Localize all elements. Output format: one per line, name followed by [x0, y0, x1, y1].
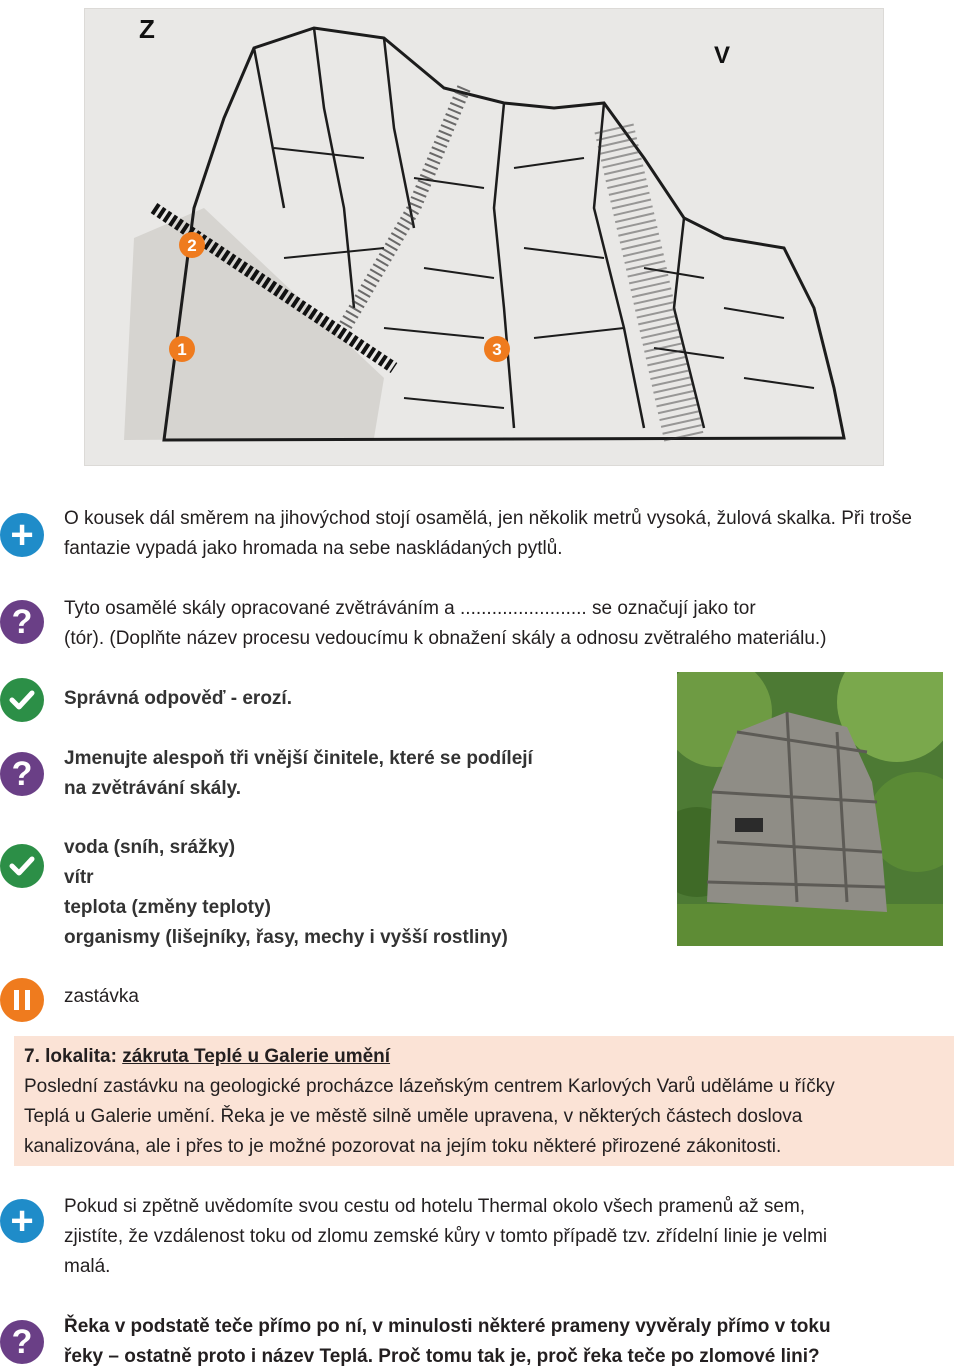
svg-text:2: 2	[187, 236, 197, 255]
vein-band-1	[344, 88, 464, 328]
final-question-line: řeky – ostatně proto i název Teplá. Proč tomu tak je, proč řeka teče po zlomové lini?	[64, 1346, 820, 1367]
answer-2-item: organismy (lišejníky, řasy, mechy i vyšší rostliny)	[64, 927, 508, 948]
info-text	[64, 1192, 944, 1282]
info-line: malá.	[64, 1256, 111, 1277]
marker-1	[169, 336, 195, 362]
question-icon: ?	[0, 1320, 44, 1364]
rock-plaque	[735, 818, 763, 832]
locality-text-line: Poslední zastávku na geologické procházce lázeňským centrem Karlových Varů uděláme u říčky	[24, 1076, 835, 1097]
vein-band-2	[614, 128, 684, 438]
locality-text-line: kanalizována, ale i přes to je možné pozorovat na jejím toku některé přirozené zákonitosti.	[24, 1136, 782, 1157]
question-1-instruction: (Doplňte název procesu vedoucímu k obnažení skály a odnosu zvětralého materiálu.)	[104, 628, 827, 649]
locality-title: zákruta Teplé u Galerie umění	[122, 1046, 391, 1067]
question-1-term: (tór).	[64, 628, 105, 649]
question-2-line2: na zvětrávání skály.	[64, 778, 242, 799]
answer-2-item: vítr	[64, 867, 94, 888]
info-line: zjistíte, že vzdálenost toku od zlomu zemské kůry v tomto případě tzv. zřídelní linie je velmi	[64, 1226, 828, 1247]
locality-heading	[24, 1042, 944, 1072]
final-question	[64, 1312, 944, 1372]
answer-2-list	[64, 833, 664, 953]
rock-sketch-figure	[84, 8, 884, 466]
compass-east: V	[714, 42, 731, 69]
locality-number: 7. lokalita:	[24, 1046, 123, 1067]
plus-icon: +	[0, 1199, 44, 1243]
answer-2-item: voda (sníh, srážky)	[64, 837, 236, 858]
compass-west: Z	[139, 14, 155, 44]
check-icon	[0, 844, 44, 888]
answer-2-item: teplota (změny teploty)	[64, 897, 271, 918]
info-line: Pokud si zpětně uvědomíte svou cestu od hotelu Thermal okolo všech pramenů až sem,	[64, 1196, 806, 1217]
locality-text-line: Teplá u Galerie umění. Řeka je ve městě silně uměle upravena, v některých částech doslova	[24, 1106, 803, 1127]
question-2	[64, 744, 664, 804]
rock-photo	[677, 672, 943, 946]
plus-icon: +	[0, 513, 44, 557]
svg-text:3: 3	[492, 340, 502, 359]
marker-2	[179, 232, 205, 258]
marker-3	[484, 336, 510, 362]
question-icon: ?	[0, 752, 44, 796]
pause-icon	[0, 978, 44, 1022]
svg-text:1: 1	[177, 340, 187, 359]
check-icon	[0, 678, 44, 722]
question-2-line1: Jmenujte alespoň tři vnější činitele, které se podílejí	[64, 748, 533, 769]
stop-label: zastávka	[64, 986, 139, 1007]
question-icon: ?	[0, 600, 44, 644]
answer-1: Správná odpověď - erozí.	[64, 688, 292, 709]
question-1	[64, 594, 944, 654]
question-1-line1: Tyto osamělé skály opracované zvětráváním a ........................ se označují jako tor	[64, 598, 756, 619]
locality-box	[14, 1036, 954, 1166]
intro-text: O kousek dál směrem na jihovýchod stojí osamělá, jen několik metrů vysoká, žulová skalka. Při troše fantazie vypadá jako hromada na sebe naskládaných pytlů.	[64, 508, 912, 559]
final-question-line: Řeka v podstatě teče přímo po ní, v minulosti některé prameny vyvěraly přímo v toku	[64, 1316, 831, 1337]
